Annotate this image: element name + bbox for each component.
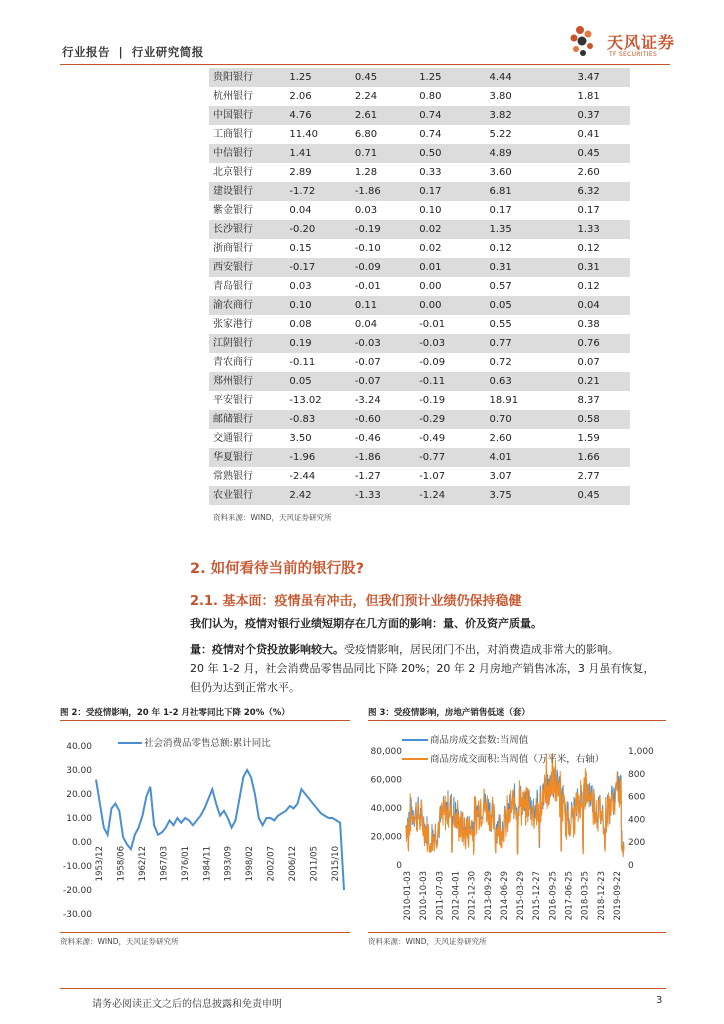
value-cell: -1.72	[289, 182, 354, 201]
bank-name-cell: 杭州银行	[213, 91, 253, 102]
value-cell: -1.33	[355, 486, 419, 505]
fig3-ytick-left: 80,000	[370, 747, 402, 757]
paragraph-intro	[190, 614, 542, 633]
fig3-divider	[368, 720, 666, 721]
value-cell: 0.21	[577, 372, 630, 391]
value-cell: 2.42	[289, 486, 354, 505]
value-cell: 0.57	[489, 281, 512, 292]
paragraph-volume-lead: 量：疫情对个贷投放影响较大。	[190, 643, 344, 656]
value-cell: 0.10	[419, 205, 442, 216]
value-cell: -1.24	[419, 486, 489, 505]
bank-name-cell: 紫金银行	[213, 205, 253, 216]
table-row	[209, 87, 630, 106]
fig3-xtick: 2014-06-29	[499, 871, 510, 921]
table-row	[209, 182, 630, 201]
value-cell: 0.17	[489, 205, 512, 216]
value-cell: 4.89	[489, 144, 577, 163]
bank-data-table	[209, 68, 630, 505]
value-cell: -1.86	[355, 448, 419, 467]
value-cell: 0.45	[355, 68, 419, 87]
value-cell: 6.80	[354, 129, 378, 140]
table-row	[209, 334, 630, 353]
header-separator: |	[118, 45, 124, 59]
value-cell: 6.81	[489, 182, 577, 201]
value-cell: 0.74	[419, 106, 489, 125]
value-cell: 3.60	[489, 167, 512, 178]
value-cell: 18.91	[489, 395, 519, 406]
bank-name-cell: 农业银行	[209, 486, 289, 505]
fig2-divider	[60, 720, 350, 721]
fig3-ytick-right: 400	[628, 815, 646, 826]
value-cell: 11.40	[289, 129, 319, 140]
fig3-xtick: 2012-12-30	[467, 871, 478, 921]
value-cell: 0.17	[577, 205, 600, 216]
section-heading: 2. 如何看待当前的银行股?	[190, 561, 365, 577]
value-cell: 0.12	[577, 243, 600, 254]
bank-name-cell: 青岛银行	[213, 281, 253, 292]
bank-name-cell: 张家港行	[213, 319, 253, 330]
bank-name-cell: 长沙银行	[209, 220, 289, 239]
fig3-legend-label-1: 商品房成交套数:当周值	[430, 735, 529, 746]
fig2-chart	[60, 724, 352, 932]
table-row	[209, 410, 630, 429]
fig2-ytick: 20.00	[66, 790, 92, 800]
bank-name-cell: 常熟银行	[213, 471, 253, 482]
fig2-bottom-divider	[60, 932, 350, 933]
logo-subtext: TF SECURITIES	[609, 51, 658, 58]
fig2-xtick: 1962/12	[137, 846, 148, 882]
bank-name-cell: 北京银行	[213, 167, 253, 178]
value-cell: 0.58	[577, 410, 630, 429]
value-cell: 0.00	[419, 296, 489, 315]
value-cell: 0.12	[489, 243, 512, 254]
table-row	[209, 372, 630, 391]
fig2-legend-label: 社会消费品零售总额:累计同比	[144, 738, 271, 749]
report-type: 行业报告	[62, 45, 110, 59]
value-cell: 0.04	[577, 296, 630, 315]
bank-name-cell: 交通银行	[213, 433, 253, 444]
value-cell: 2.60	[489, 433, 512, 444]
fig3-ytick-right: 0	[628, 861, 634, 871]
table-row	[209, 220, 630, 239]
table-row	[209, 296, 630, 315]
footer-disclaimer: 请务必阅读正文之后的信息披露和免责申明	[92, 999, 282, 1010]
value-cell: 5.22	[489, 129, 512, 140]
value-cell: 0.70	[489, 410, 577, 429]
value-cell: -0.11	[419, 372, 489, 391]
value-cell: -0.49	[419, 433, 446, 444]
value-cell: -0.46	[354, 433, 381, 444]
bank-name-cell: 邮储银行	[209, 410, 289, 429]
report-subtype: 行业研究简报	[131, 45, 204, 59]
table-row	[209, 144, 630, 163]
value-cell: 2.60	[577, 167, 600, 178]
footer-divider	[60, 988, 666, 989]
value-cell: 2.06	[289, 91, 312, 102]
value-cell: 1.25	[419, 68, 489, 87]
bank-name-cell: 西安银行	[209, 258, 289, 277]
value-cell: 0.31	[577, 258, 630, 277]
value-cell: 1.41	[289, 144, 354, 163]
value-cell: -0.19	[419, 395, 446, 406]
value-cell: 3.50	[289, 433, 312, 444]
value-cell: 1.66	[577, 448, 630, 467]
table-row	[209, 277, 630, 296]
value-cell: 3.82	[489, 106, 577, 125]
value-cell: 1.59	[577, 433, 600, 444]
fig2-xtick: 2011/05	[309, 846, 320, 882]
value-cell: 1.33	[577, 220, 630, 239]
value-cell: 8.37	[577, 395, 600, 406]
fig2-ytick: 0.00	[71, 838, 92, 848]
bank-name-cell: 中国银行	[209, 106, 289, 125]
fig3-ytick-left: 40,000	[370, 804, 402, 814]
bank-name-cell: 平安银行	[213, 395, 253, 406]
value-cell: 0.50	[419, 144, 489, 163]
fig2-xtick: 1984/11	[202, 846, 213, 882]
value-cell: 0.80	[419, 91, 442, 102]
fig2-xtick: 1967/03	[159, 846, 170, 882]
paragraph-volume-line2: 20 年 1-2 月，社会消费品零售品同比下降 20%；20 年 2 月房地产销售冰冻，3 月虽有恢复，	[190, 662, 655, 675]
fig2-ytick: 10.00	[66, 814, 92, 824]
fig2-xtick: 2015/10	[331, 846, 341, 882]
fig3-title: 图 3：受疫情影响，房地产销售低迷（套）	[368, 708, 530, 718]
value-cell: 1.81	[577, 91, 600, 102]
value-cell: -0.60	[355, 410, 419, 429]
value-cell: 0.45	[577, 486, 630, 505]
value-cell: -0.29	[419, 410, 489, 429]
fig2-ytick: 30.00	[66, 766, 92, 776]
fig2-ytick: -20.00	[62, 886, 92, 896]
table-row	[209, 125, 630, 144]
value-cell: 0.04	[354, 319, 378, 330]
value-cell: 6.32	[577, 182, 630, 201]
value-cell: 0.77	[489, 334, 577, 353]
value-cell: 4.44	[489, 68, 577, 87]
paragraph-volume-line3: 但仍为达到正常水平。	[190, 681, 300, 694]
table-row	[209, 315, 630, 334]
value-cell: -1.27	[354, 471, 381, 482]
fig3-ytick-left: 0	[396, 861, 402, 871]
bank-name-cell: 江阴银行	[209, 334, 289, 353]
value-cell: 0.00	[419, 281, 442, 292]
value-cell: -0.03	[419, 334, 489, 353]
value-cell: 2.61	[355, 106, 419, 125]
bank-name-cell: 华夏银行	[209, 448, 289, 467]
value-cell: 2.89	[289, 167, 312, 178]
logo-text: 天风证券	[607, 33, 676, 52]
table-row	[209, 429, 630, 448]
value-cell: -0.07	[354, 357, 381, 368]
value-cell: 4.01	[489, 448, 577, 467]
bank-name-cell: 青农商行	[213, 357, 253, 368]
fig3-xtick: 2010-01-03	[403, 871, 413, 921]
value-cell: 1.35	[489, 220, 577, 239]
value-cell: -0.77	[419, 448, 489, 467]
fig2-xtick: 2002/07	[266, 846, 277, 882]
value-cell: 1.28	[354, 167, 378, 178]
value-cell: -3.24	[354, 395, 381, 406]
fig2-title: 图 2：受疫情影响，20 年 1-2 月社零同比下降 20%（%）	[60, 708, 290, 718]
value-cell: -0.11	[289, 357, 316, 368]
value-cell: 0.15	[289, 243, 312, 254]
fig3-ytick-right: 600	[628, 792, 646, 803]
table-row	[209, 163, 630, 182]
value-cell: -0.83	[289, 410, 354, 429]
value-cell: 0.03	[354, 205, 378, 216]
value-cell: 0.05	[489, 296, 577, 315]
fig3-xtick: 2018-03-25	[580, 871, 591, 921]
fig3-xtick: 2015-12-27	[532, 871, 543, 921]
value-cell: -1.96	[289, 448, 354, 467]
value-cell: 0.45	[577, 144, 630, 163]
value-cell: 0.08	[289, 319, 312, 330]
value-cell: 0.72	[489, 357, 512, 368]
value-cell: 0.19	[289, 334, 354, 353]
value-cell: 2.77	[577, 471, 600, 482]
value-cell: 0.37	[577, 106, 630, 125]
fig2-xtick: 1998/02	[245, 846, 256, 882]
value-cell: -0.10	[354, 243, 381, 254]
fig3-ytick-right: 800	[628, 769, 646, 780]
value-cell: 0.10	[289, 296, 354, 315]
value-cell: 0.03	[289, 281, 312, 292]
fig2-source: 资料来源：WIND，天风证券研究所	[60, 937, 179, 946]
value-cell: 0.05	[289, 372, 354, 391]
fig3-source: 资料来源：WIND，天风证券研究所	[368, 937, 487, 946]
bank-name-cell: 工商银行	[213, 129, 253, 140]
fig3-xtick: 2011-07-03	[435, 871, 446, 921]
table-row	[209, 258, 630, 277]
value-cell: 3.07	[489, 471, 512, 482]
value-cell: -0.01	[354, 281, 381, 292]
value-cell: 1.25	[289, 68, 354, 87]
value-cell: -13.02	[289, 395, 322, 406]
report-header	[62, 44, 204, 60]
bank-name-cell: 渝农商行	[209, 296, 289, 315]
fig3-xtick: 2017-06-25	[564, 871, 575, 921]
value-cell: 0.31	[489, 258, 577, 277]
value-cell: 4.76	[289, 106, 354, 125]
fig3-xtick: 2019-09-22	[613, 871, 623, 921]
table-row	[209, 201, 630, 220]
paragraph-volume-body: 受疫情影响，居民闭门不出，对消费造成非常大的影响。	[344, 643, 619, 656]
value-cell: -0.07	[355, 372, 419, 391]
paragraph-volume	[190, 640, 619, 659]
value-cell: 0.01	[419, 258, 489, 277]
fig3-xtick: 2013-09-29	[483, 871, 494, 921]
value-cell: 0.17	[419, 182, 489, 201]
value-cell: 0.02	[419, 220, 489, 239]
value-cell: 0.07	[577, 357, 600, 368]
bank-name-cell: 郑州银行	[209, 372, 289, 391]
subsection-heading: 2.1. 基本面：疫情虽有冲击，但我们预计业绩仍保持稳健	[190, 594, 522, 609]
fig3-xtick: 2016-09-25	[548, 871, 559, 921]
logo-icon	[566, 24, 602, 60]
fig2-ytick: 40.00	[66, 742, 92, 752]
page-number: 3	[656, 995, 663, 1006]
fig3-bottom-divider	[368, 932, 666, 933]
fig3-ytick-right: 200	[628, 838, 646, 849]
value-cell: -0.19	[355, 220, 419, 239]
value-cell: 0.74	[419, 129, 442, 140]
fig3-xtick: 2012-04-01	[451, 871, 462, 921]
value-cell: 3.75	[489, 486, 577, 505]
table-row	[209, 486, 630, 505]
value-cell: -0.09	[355, 258, 419, 277]
value-cell: 0.04	[289, 205, 312, 216]
fig2-xtick: 1976/01	[180, 846, 191, 882]
value-cell: 0.63	[489, 372, 577, 391]
value-cell: 2.24	[354, 91, 378, 102]
header-divider	[60, 64, 670, 65]
table-row	[209, 106, 630, 125]
bank-name-cell: 中信银行	[209, 144, 289, 163]
value-cell: -2.44	[289, 471, 316, 482]
fig2-xtick: 1993/09	[223, 846, 234, 882]
value-cell: 3.47	[577, 68, 630, 87]
bank-name-cell: 贵阳银行	[209, 68, 289, 87]
fig2-ytick: -10.00	[62, 862, 92, 872]
fig2-xtick: 1953/12	[95, 846, 105, 882]
bank-name-cell: 浙商银行	[213, 243, 253, 254]
bank-name-cell: 建设银行	[209, 182, 289, 201]
value-cell: 0.02	[419, 243, 442, 254]
fig3-xtick: 2010-10-03	[419, 871, 430, 921]
table-row	[209, 448, 630, 467]
value-cell: 0.76	[577, 334, 630, 353]
fig3-chart	[368, 724, 666, 932]
value-cell: 3.80	[489, 91, 512, 102]
value-cell: -0.17	[289, 258, 354, 277]
value-cell: 0.71	[355, 144, 419, 163]
value-cell: 0.11	[355, 296, 419, 315]
fig2-xtick: 1958/06	[116, 846, 127, 882]
value-cell: -1.07	[419, 471, 446, 482]
fig3-ytick-left: 60,000	[370, 775, 402, 786]
value-cell: 0.33	[419, 167, 442, 178]
value-cell: -0.01	[419, 319, 446, 330]
paragraph-intro-text: 我们认为，疫情对银行业绩短期存在几方面的影响：量、价及资产质量。	[190, 617, 542, 630]
fig3-legend-label-2: 商品房成交面积:当周值（万平米，右轴）	[430, 754, 605, 765]
value-cell: 0.12	[577, 281, 600, 292]
value-cell: -1.86	[355, 182, 419, 201]
fig2-ytick: -30.00	[62, 910, 92, 920]
table-row	[209, 68, 630, 87]
fig2-xtick: 2006/12	[288, 846, 299, 882]
value-cell: -0.20	[289, 220, 354, 239]
value-cell: 0.41	[577, 129, 600, 140]
fig3-xtick: 2015-03-29	[516, 871, 527, 921]
fig3-xtick: 2018-12-23	[596, 871, 607, 921]
value-cell: -0.03	[355, 334, 419, 353]
table-row	[209, 353, 630, 372]
value-cell: 0.38	[577, 319, 600, 330]
value-cell: -0.09	[419, 357, 446, 368]
value-cell: 0.55	[489, 319, 512, 330]
table-row	[209, 239, 630, 258]
fig3-ytick-right: 1,000	[628, 747, 654, 757]
table-row	[209, 391, 630, 410]
fig3-ytick-left: 20,000	[370, 832, 402, 843]
table-source: 资料来源：WIND，天风证券研究所	[213, 513, 332, 522]
table-row	[209, 467, 630, 486]
